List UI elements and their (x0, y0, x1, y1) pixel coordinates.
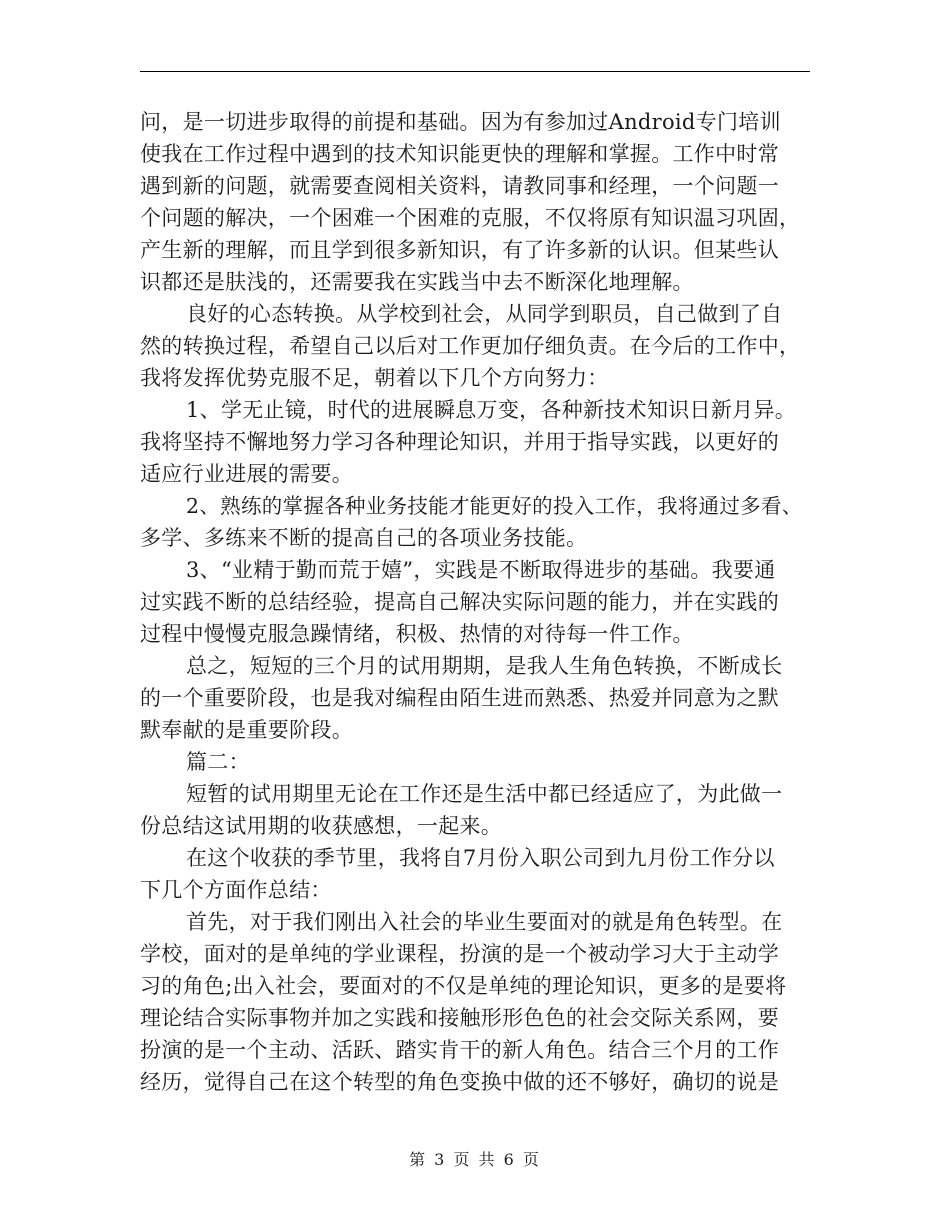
text-line: 总之，短短的三个月的试用期期，是我人生角色转换，不断成长 (186, 654, 783, 678)
text-line: 经历，觉得自己在这个转型的角色变换中做的还不够好，确切的说是 (140, 1070, 779, 1094)
text-line: 的一个重要阶段，也是我对编程由陌生进而熟悉、热爱并同意为之默 (140, 686, 779, 710)
text-line: 遇到新的问题，就需要查阅相关资料，请教同事和经理，一个问题一 (140, 174, 779, 198)
text-line: 多学、多练来不断的提高自己的各项业务技能。 (140, 526, 588, 550)
text-line: 适应行业进展的需要。 (140, 462, 353, 486)
text-line: 过实践不断的总结经验，提高自己解决实际问题的能力，并在实践的 (140, 590, 779, 614)
text-line: 首先，对于我们刚出入社会的毕业生要面对的就是角色转型。在 (186, 910, 783, 934)
text-line: 我将坚持不懈地努力学习各种理论知识，并用于指导实践，以更好的 (140, 430, 779, 454)
document-body (140, 106, 810, 1098)
text-line: 产生新的理解，而且学到很多新知识，有了许多新的认识。但某些认 (140, 238, 779, 262)
text-line: 默奉献的是重要阶段。 (140, 718, 353, 742)
text-line: 份总结这试用期的收获感想，一起来。 (140, 814, 503, 838)
text-line: 习的角色;出入社会，要面对的不仅是单纯的理论知识，更多的是要将 (140, 974, 787, 998)
text-line: 我将发挥优势克服不足，朝着以下几个方向努力： (140, 366, 609, 390)
text-line: 使我在工作过程中遇到的技术知识能更快的理解和掌握。工作中时常 (140, 142, 779, 166)
text-line: 然的转换过程，希望自己以后对工作更加仔细负责。在今后的工作中， (140, 334, 801, 358)
text-line: 短暂的试用期里无论在工作还是生活中都已经适应了，为此做一 (186, 782, 783, 806)
text-line: 1、学无止镜，时代的进展瞬息万变，各种新技术知识日新月异。 (186, 398, 797, 422)
text-line: 在这个收获的季节里，我将自7月份入职公司到九月份工作分以 (186, 846, 775, 870)
text-line: 下几个方面作总结： (140, 878, 332, 902)
text-line: 扮演的是一个主动、活跃、踏实肯干的新人角色。结合三个月的工作 (140, 1038, 779, 1062)
text-line: 理论结合实际事物并加之实践和接触形形色色的社会交际关系网，要 (140, 1006, 779, 1030)
header-rule (140, 71, 810, 72)
text-line: 3、“业精于勤而荒于嬉”，实践是不断取得进步的基础。我要通 (186, 558, 776, 582)
text-line: 学校，面对的是单纯的学业课程，扮演的是一个被动学习大于主动学 (140, 942, 779, 966)
text-line: 问，是一切进步取得的前提和基础。因为有参加过Android专门培训 (140, 110, 781, 134)
text-line: 个问题的解决，一个困难一个困难的克服，不仅将原有知识温习巩固， (140, 206, 801, 230)
text-line: 识都还是肤浅的，还需要我在实践当中去不断深化地理解。 (140, 270, 694, 294)
text-line: 过程中慢慢克服急躁情绪，积极、热情的对待每一件工作。 (140, 622, 694, 646)
text-line: 2、熟练的掌握各种业务技能才能更好的投入工作，我将通过多看、 (186, 494, 803, 518)
page-number: 第 3 页 共 6 页 (409, 1150, 541, 1169)
text-line: 篇二： (186, 750, 250, 774)
text-line: 良好的心态转换。从学校到社会，从同学到职员，自己做到了自 (186, 302, 783, 326)
